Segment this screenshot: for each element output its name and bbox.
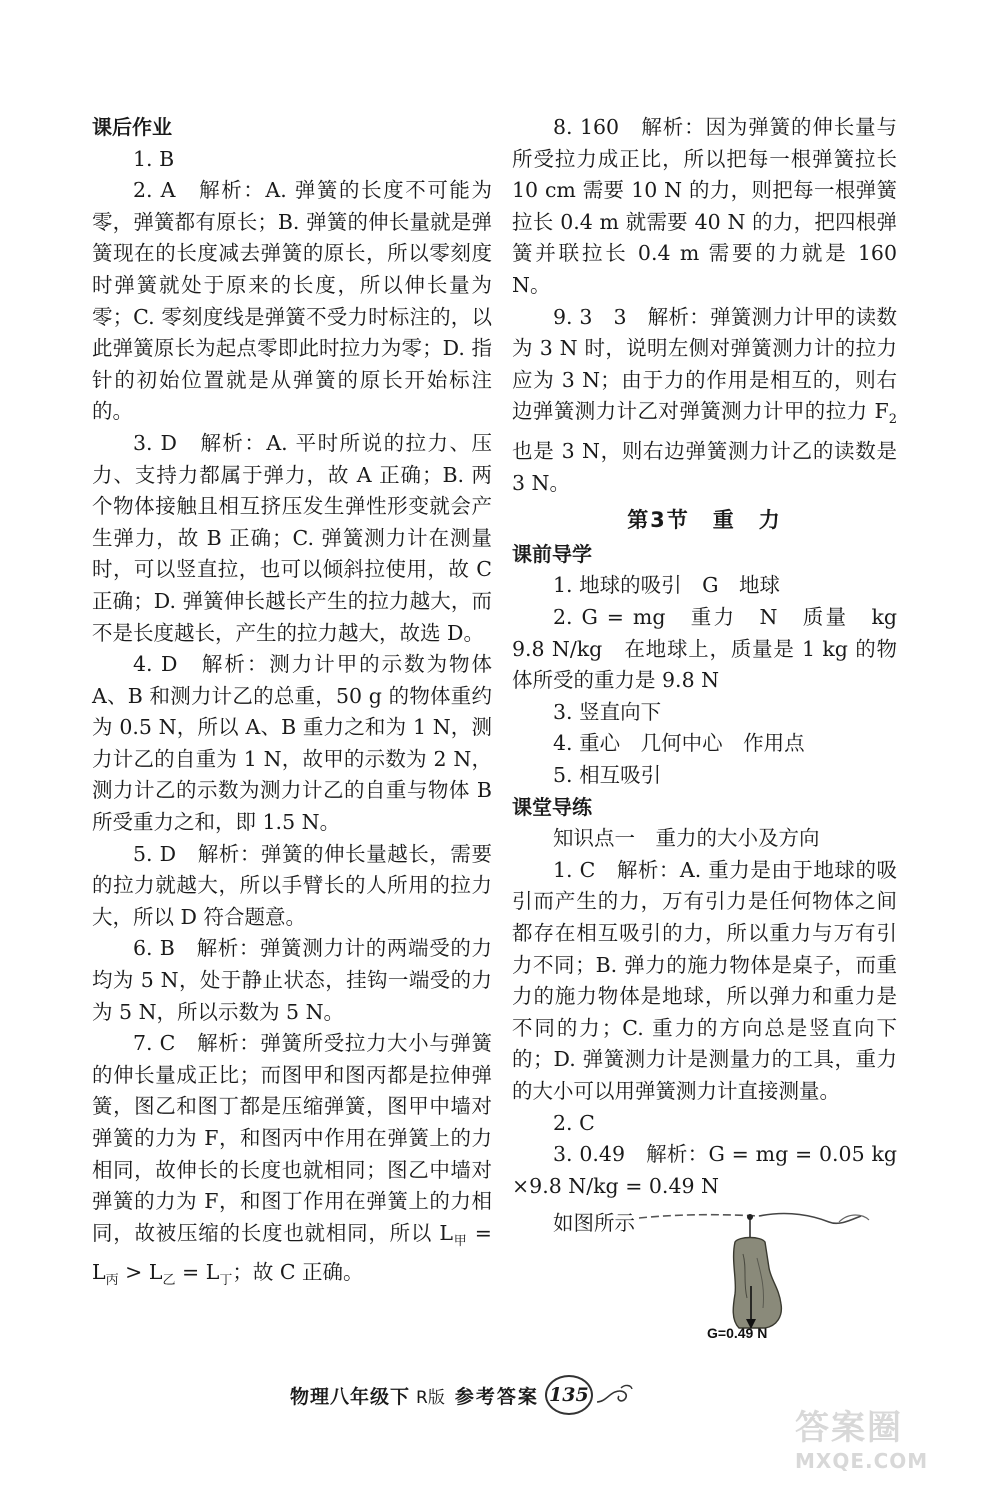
swirl-ornament-icon (595, 1380, 635, 1410)
homework-heading: 课后作业 (92, 115, 172, 139)
answer-2: 2. A 解析：A. 弹簧的长度不可能为零，弹簧都有原长；B. 弹簧的伸长量就是弹簧现在的长度减去弹簧的原长，所以零刻度时弹簧就处于原来的长度，所以伸长量为零；C. 零刻度线是弹簧不受力时标注的，以此弹簧原长为起点零即此时拉力为零；D. 指针的初始位置就是从弹簧的原长开始标注的。 (92, 178, 492, 424)
answer-9: 9. 3 3 解析：弹簧测力计甲的读数为 3 N 时，说明左侧对弹簧测力计的拉力应为 3 N；由于力的作用是相互的，则右边弹簧测力计乙对弹簧测力计甲的拉力 $F_2$ 也是 3 N，则右边弹簧测力计乙的读数是 3 N。 (512, 304, 897, 495)
pre-class-heading: 课前导学 (512, 541, 592, 566)
footer-book-title: 物理八年级下 (290, 1385, 411, 1408)
answer-4: 4. D 解析：测力计甲的示数为物体 A、B 和测力计乙的总重，50 g 的物体重约为 0.5 N，所以 A、B 重力之和为 1 N，测力计乙的自重为 1 N，故甲的示数为 2 N，测力计乙的示数为测力计乙的自重与物体 B 所受重力之和，即 1.5 N。 (92, 652, 492, 835)
answer-1: 1. B (133, 146, 175, 171)
page-footer (290, 1372, 670, 1418)
class-answer-3: 3. 0.49 解析：G = mg = 0.05 kg ×9.8 N/kg = 0.49 N (512, 1142, 897, 1198)
pre-answer-2: 2. G = mg 重力 N 质量 kg 9.8 N/kg 在地球上，质量是 1 kg 的物体所受的重力是 9.8 N (512, 605, 918, 693)
in-class-heading: 课堂导练 (512, 794, 592, 819)
section-title: 第3节 重 力 (627, 508, 782, 533)
answer-3: 3. D 解析：A. 平时所说的拉力、压力、支持力都属于弹力，故 A 正确；B. 两个物体接触且相互挤压发生弹性形变就会产生弹力，故 B 正确；C. 弹簧测力计在测量时，可以竖直拉，也可以倾斜拉使用，故 C 正确；D. 弹簧伸长越长产生的拉力越大，而不是长度越长，产生的拉力越大，故选 D。 (92, 430, 492, 645)
pre-answer-5: 5. 相互吸引 (553, 762, 662, 787)
pre-answer-1: 1. 地球的吸引 G 地球 (553, 573, 780, 598)
footer-edition: R版 (416, 1387, 445, 1408)
class-answer-1: 1. C 解析：A. 重力是由于地球的吸引而产生的力，万有引力是任何物体之间都存在相互吸引的力，所以重力与万有引力不同；B. 弹力的施力物体是桌子，而重力的施力物体是地球，所以弹力和重力是不同的力；C. 重力的方向总是竖直向下的；D. 弹簧测力计是测量力的工具，重力的大小可以用弹簧测力计直接测量。 (512, 857, 897, 1103)
page-number: 135 (545, 1375, 593, 1415)
figure-force-label: G=0.49 N (707, 1325, 768, 1342)
watermark-cn: 答案圈 (795, 1408, 903, 1448)
answer-6: 6. B 解析：弹簧测力计的两端受的力均为 5 N，处于静止状态，挂钩一端受的力为 5 N，所以示数为 5 N。 (92, 936, 492, 1024)
answer-5: 5. D 解析：弹簧的伸长量越长，需要的拉力就越大，所以手臂长的人所用的拉力大，所以 D 符合题意。 (92, 841, 492, 929)
site-watermark (795, 1400, 975, 1473)
left-column (92, 112, 492, 1297)
answer-7: 7. C 解析：弹簧所受拉力大小与弹簧的伸长量成正比；而图甲和图丙都是拉伸弹簧，图乙和图丁都是压缩弹簧，图甲中墙对弹簧的力为 F，和图丙中作用在弹簧上的力相同，故伸长的长度也就相同；图乙中墙对弹簧的力为 F，和图丁作用在弹簧上的力相同，故被压缩的长度也就相同，所以 $L_甲 = L_丙 > L_乙 = L_丁$；故 C 正确。 (92, 1031, 492, 1289)
right-column (512, 112, 918, 1358)
pre-answer-4: 4. 重心 几何中心 作用点 (553, 731, 805, 756)
pre-answer-3: 3. 竖直向下 (553, 699, 662, 724)
answer-8: 8. 160 解析：因为弹簧的伸长量与所受拉力成正比，所以把每一根弹簧拉长 10 cm 需要 10 N 的力，则把每一根弹簧拉长 0.4 m 就需要 40 N 的力，把四根弹簧并联拉长 0.4 m 需要的力就是 160 N。 (512, 115, 897, 297)
watermark-en: MXQE.COM (795, 1449, 929, 1473)
footer-answers-label: 参考答案 (454, 1385, 539, 1408)
gravity-figure (639, 1208, 889, 1358)
figure-row (512, 1204, 897, 1358)
figure-caption: 如图所示 (553, 1211, 635, 1236)
class-answer-2: 2. C (553, 1110, 595, 1135)
knowledge-point: 知识点一 重力的大小及方向 (553, 826, 820, 851)
